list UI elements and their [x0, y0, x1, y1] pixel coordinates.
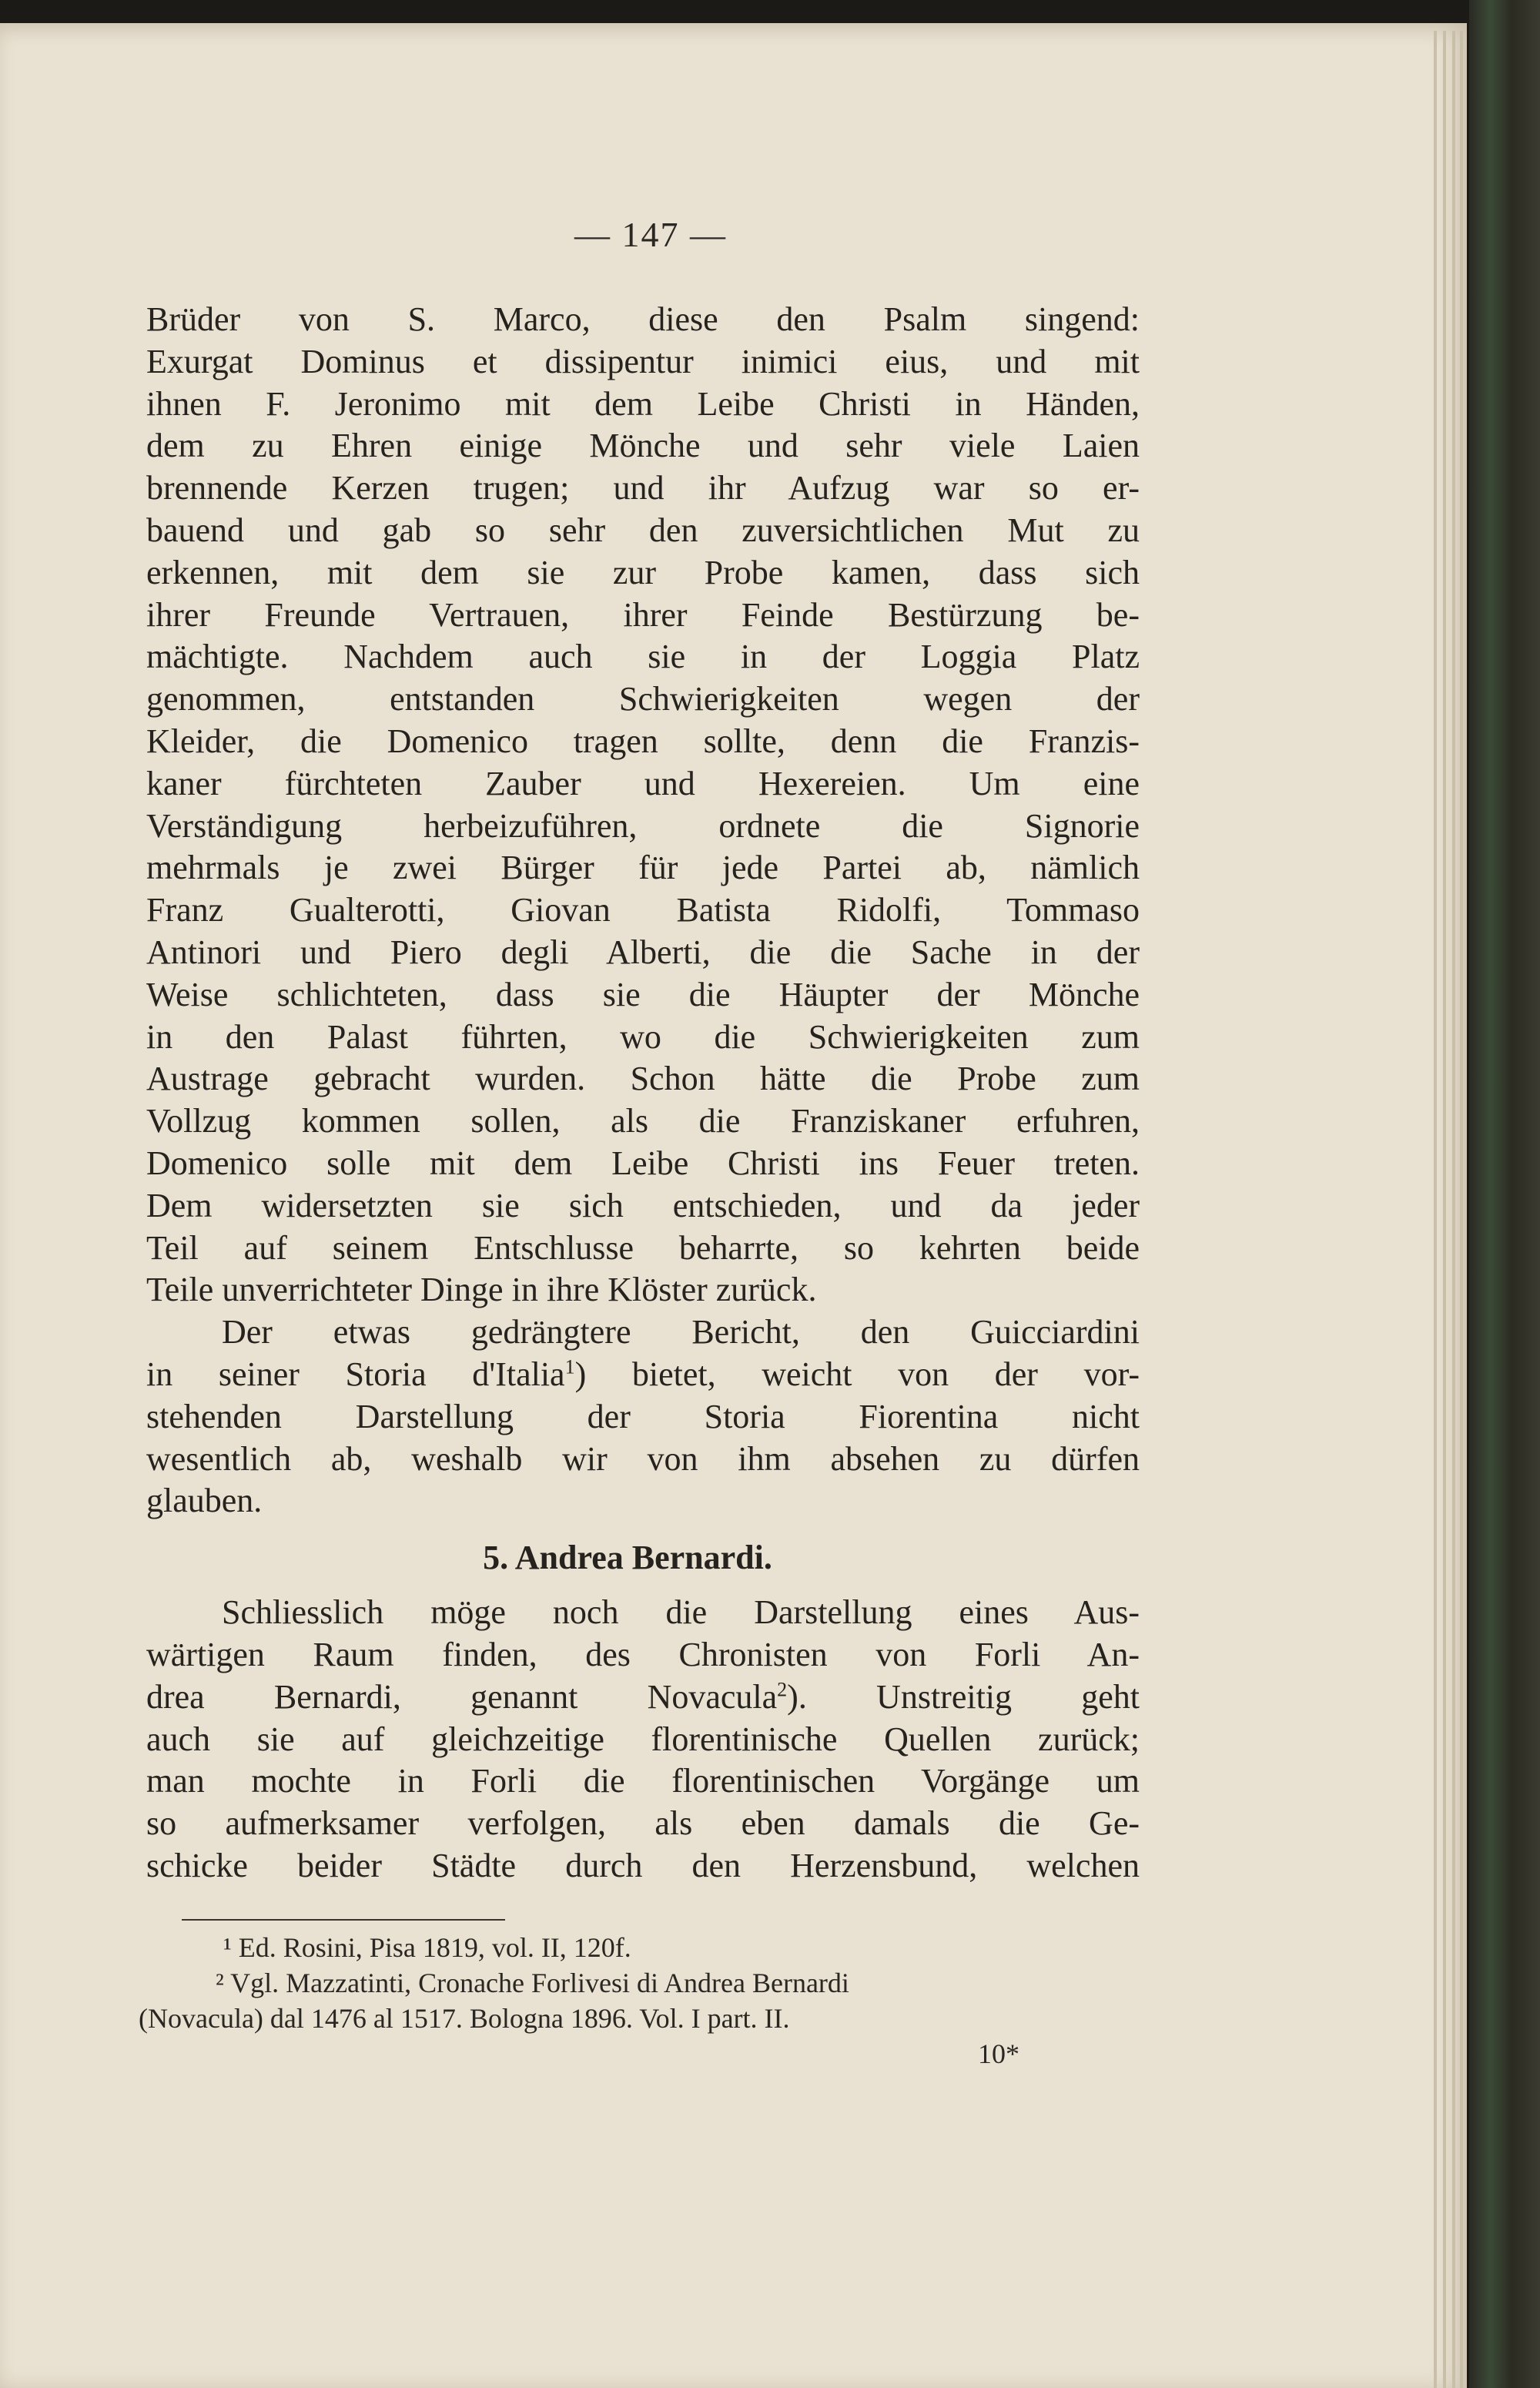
text-line: stehenden Darstellung der Storia Fiorentina nicht — [146, 1397, 1140, 1435]
text-line: kaner fürchteten Zauber und Hexereien. Um eine — [146, 764, 1140, 802]
text-line: so aufmerksamer verfolgen, als eben damals die Ge- — [146, 1804, 1140, 1843]
text-line: mächtigte. Nachdem auch sie in der Loggia Platz — [146, 638, 1140, 676]
text-line: man mochte in Forli die florentinischen Vorgänge um — [146, 1762, 1140, 1800]
text-line: Austrage gebracht wurden. Schon hätte die Probe zum — [146, 1060, 1140, 1098]
text-line: Der etwas gedrängtere Bericht, den Guicciardini — [222, 1313, 1140, 1351]
page-edge — [1452, 31, 1455, 2388]
text-line: schicke beider Städte durch den Herzensbund, welchen — [146, 1846, 1140, 1884]
text-line: Teile unverrichteter Dinge in ihre Klöster zurück. — [146, 1271, 817, 1309]
text-line: Franz Gualterotti, Giovan Batista Ridolfi, Tommaso — [146, 891, 1140, 929]
footnote-1: ¹ Ed. Rosini, Pisa 1819, vol. II, 120f. — [223, 1932, 631, 1963]
text-line: bauend und gab so sehr den zuversichtlichen Mut zu — [146, 511, 1140, 549]
body-text — [146, 299, 1140, 1887]
signature-mark: 10* — [978, 2038, 1019, 2069]
footnote-rule — [182, 1919, 505, 1921]
text-span: in seiner Storia d'Italia — [146, 1355, 565, 1393]
text-line: in den Palast führten, wo die Schwierigkeiten zum — [146, 1017, 1140, 1056]
text-line: auch sie auf gleichzeitige florentinische Quellen zurück; — [146, 1720, 1140, 1758]
footnote-ref: 2 — [777, 1678, 788, 1701]
text-line: Exurgat Dominus et dissipentur inimici eius, und mit — [146, 342, 1140, 380]
text-line: Dem widersetzten sie sich entschieden, und da jeder — [146, 1186, 1140, 1224]
text-line: Schliesslich möge noch die Darstellung eines Aus- — [222, 1593, 1140, 1632]
section-heading: 5. Andrea Bernardi. — [483, 1539, 772, 1577]
text-line: ihnen F. Jeronimo mit dem Leibe Christi in Händen, — [146, 384, 1140, 423]
book-spine — [1469, 0, 1540, 2388]
text-span: drea Bernardi, genannt Novacula — [146, 1677, 778, 1716]
text-span: ). Unstreitig geht — [787, 1677, 1140, 1716]
text-line: Domenico solle mit dem Leibe Christi ins Feuer treten. — [146, 1144, 1140, 1182]
text-line: brennende Kerzen trugen; und ihr Aufzug war so er- — [146, 469, 1140, 507]
text-line: mehrmals je zwei Bürger für jede Partei ab, nämlich — [146, 849, 1140, 887]
text-span: ) bietet, weicht von der vor- — [574, 1355, 1140, 1393]
paragraph-1 — [146, 299, 1140, 1311]
text-line: Kleider, die Domenico tragen sollte, denn die Franzis- — [146, 722, 1140, 760]
text-line — [146, 1676, 1140, 1719]
text-line: Antinori und Piero degli Alberti, die die Sache in der — [146, 933, 1140, 971]
text-line: Teil auf seinem Entschlusse beharrte, so kehrten beide — [146, 1228, 1140, 1267]
footnote-2-cont: (Novacula) dal 1476 al 1517. Bologna 1896. Vol. I part. II. — [139, 2003, 790, 2034]
text-line: Verständigung herbeizuführen, ordnete die Signorie — [146, 806, 1140, 845]
page-edge — [1434, 31, 1437, 2388]
footnote-ref: 1 — [564, 1355, 575, 1378]
text-line: glauben. — [146, 1482, 263, 1520]
text-line: Weise schlichteten, dass sie die Häupter der Mönche — [146, 975, 1140, 1013]
text-line: wesentlich ab, weshalb wir von ihm absehen zu dürfen — [146, 1439, 1140, 1478]
text-line: Vollzug kommen sollen, als die Franziskaner erfuhren, — [146, 1102, 1140, 1140]
footnote-2: ² Vgl. Mazzatinti, Cronache Forlivesi di Andrea Bernardi — [216, 1968, 849, 1998]
page-number: — 147 — — [574, 215, 727, 254]
page-edge — [1460, 31, 1463, 2388]
text-line: genommen, entstanden Schwierigkeiten wegen der — [146, 680, 1140, 718]
text-line: dem zu Ehren einige Mönche und sehr viele Laien — [146, 427, 1140, 465]
text-line: Brüder von S. Marco, diese den Psalm singend: — [146, 300, 1140, 338]
text-line: wärtigen Raum finden, des Chronisten von Forli An- — [146, 1635, 1140, 1673]
text-line — [146, 1354, 1140, 1396]
page-edge — [1443, 31, 1446, 2388]
text-line: erkennen, mit dem sie zur Probe kamen, dass sich — [146, 553, 1140, 591]
footnotes — [139, 1930, 1128, 2036]
text-line: ihrer Freunde Vertrauen, ihrer Feinde Bestürzung be- — [146, 595, 1140, 634]
